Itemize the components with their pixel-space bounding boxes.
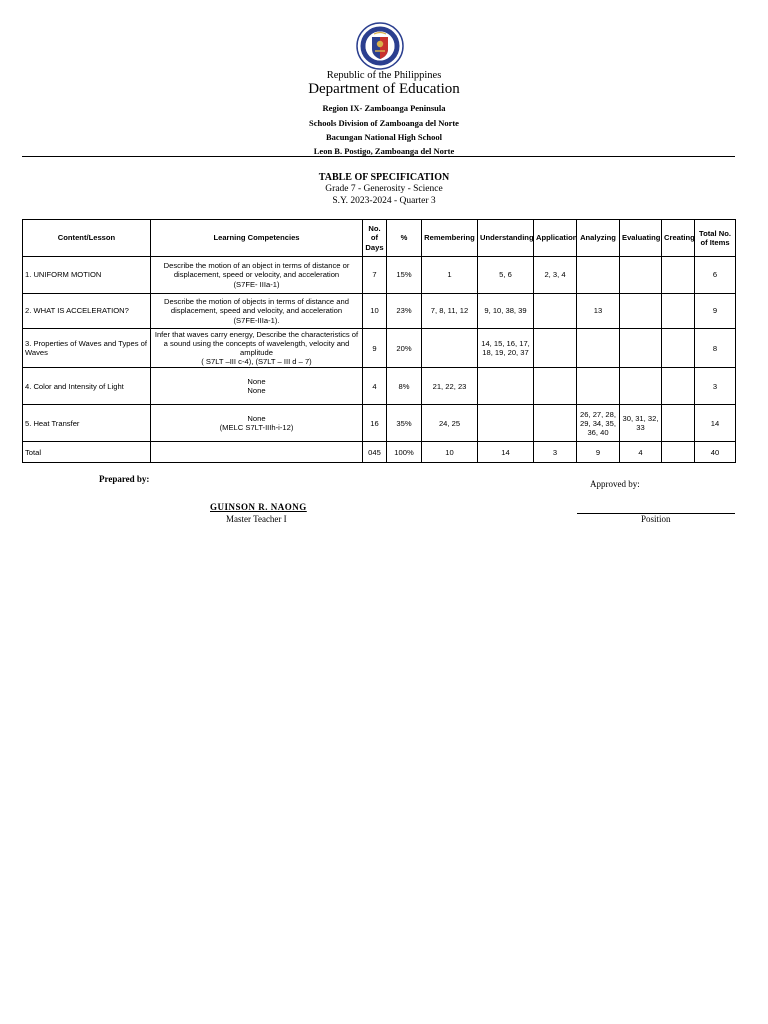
days-cell: 16 [363, 405, 387, 442]
remembering-cell: 1 [422, 257, 478, 294]
col-header: Creating [662, 220, 695, 257]
col-header: % [387, 220, 422, 257]
total-items-cell: 9 [695, 294, 736, 329]
days-cell: 7 [363, 257, 387, 294]
content-cell: 3. Properties of Waves and Types of Waves [23, 329, 151, 368]
competency-cell: None None [151, 368, 363, 405]
days-cell: 045 [363, 442, 387, 463]
document-title: TABLE OF SPECIFICATION [318, 172, 450, 183]
percent-cell: 35% [387, 405, 422, 442]
table-row [23, 405, 736, 442]
application-cell [534, 405, 577, 442]
total-items-cell: 6 [695, 257, 736, 294]
competency-cell: Describe the motion of objects in terms of distance and displacement, speed and velocity, and acceleration (S7FE-IIIa-1). [151, 294, 363, 329]
creating-cell [662, 368, 695, 405]
understanding-cell: 14, 15, 16, 17, 18, 19, 20, 37 [478, 329, 534, 368]
percent-cell: 23% [387, 294, 422, 329]
remembering-cell: 24, 25 [422, 405, 478, 442]
application-cell [534, 368, 577, 405]
department-name: Department of Education [308, 81, 460, 97]
col-header: Understanding [478, 220, 534, 257]
total-items-cell: 3 [695, 368, 736, 405]
col-header: Learning Competencies [151, 220, 363, 257]
understanding-cell: 9, 10, 38, 39 [478, 294, 534, 329]
creating-cell [662, 294, 695, 329]
table-total-row [23, 442, 736, 463]
table-row [23, 329, 736, 368]
deped-seal-icon [356, 22, 404, 70]
competency-cell: Describe the motion of an object in terms of distance or displacement, speed or velocity, and acceleration (S7FE- IIIa-1) [151, 257, 363, 294]
specification-table [22, 219, 736, 463]
content-cell: 5. Heat Transfer [23, 405, 151, 442]
creating-cell [662, 329, 695, 368]
analyzing-cell: 9 [577, 442, 620, 463]
content-cell: 4. Color and Intensity of Light [23, 368, 151, 405]
evaluating-cell [620, 294, 662, 329]
school-year-line: S.Y. 2023-2024 - Quarter 3 [332, 196, 436, 206]
percent-cell: 20% [387, 329, 422, 368]
col-header: Evaluating [620, 220, 662, 257]
col-header: Remembering [422, 220, 478, 257]
total-items-cell: 8 [695, 329, 736, 368]
evaluating-cell: 30, 31, 32, 33 [620, 405, 662, 442]
header-divider [22, 156, 735, 157]
understanding-cell: 14 [478, 442, 534, 463]
creating-cell [662, 257, 695, 294]
approver-position-label: Position [641, 514, 671, 524]
evaluating-cell [620, 368, 662, 405]
evaluating-cell [620, 257, 662, 294]
remembering-cell [422, 329, 478, 368]
col-header: Total No. of Items [695, 220, 736, 257]
competency-cell: None (MELC S7LT-IIIh-i-12) [151, 405, 363, 442]
application-cell: 3 [534, 442, 577, 463]
total-items-cell: 14 [695, 405, 736, 442]
grade-line: Grade 7 - Generosity - Science [325, 184, 443, 194]
col-header: Application [534, 220, 577, 257]
col-header: Analyzing [577, 220, 620, 257]
understanding-cell: 5, 6 [478, 257, 534, 294]
evaluating-cell: 4 [620, 442, 662, 463]
table-row [23, 257, 736, 294]
analyzing-cell [577, 257, 620, 294]
percent-cell: 100% [387, 442, 422, 463]
prepared-by-label: Prepared by: [99, 474, 150, 484]
school-line: Bacungan National High School [326, 132, 442, 142]
preparer-name: GUINSON R. NAONG [210, 502, 307, 512]
col-header: No. of Days [363, 220, 387, 257]
table-row [23, 294, 736, 329]
republic-line: Republic of the Philippines [326, 70, 442, 81]
table-header-row [23, 220, 736, 257]
remembering-cell: 7, 8, 11, 12 [422, 294, 478, 329]
application-cell [534, 329, 577, 368]
table-row [23, 368, 736, 405]
analyzing-cell: 26, 27, 28, 29, 34, 35, 36, 40 [577, 405, 620, 442]
analyzing-cell: 13 [577, 294, 620, 329]
content-cell: 1. UNIFORM MOTION [23, 257, 151, 294]
application-cell [534, 294, 577, 329]
content-cell: 2. WHAT IS ACCELERATION? [23, 294, 151, 329]
percent-cell: 15% [387, 257, 422, 294]
total-items-cell: 40 [695, 442, 736, 463]
understanding-cell [478, 368, 534, 405]
division-line: Schools Division of Zamboanga del Norte [309, 118, 459, 128]
creating-cell [662, 442, 695, 463]
analyzing-cell [577, 329, 620, 368]
days-cell: 9 [363, 329, 387, 368]
application-cell: 2, 3, 4 [534, 257, 577, 294]
days-cell: 10 [363, 294, 387, 329]
region-line: Region IX- Zamboanga Peninsula [322, 103, 446, 113]
competency-cell [151, 442, 363, 463]
remembering-cell: 21, 22, 23 [422, 368, 478, 405]
creating-cell [662, 405, 695, 442]
content-cell: Total [23, 442, 151, 463]
analyzing-cell [577, 368, 620, 405]
evaluating-cell [620, 329, 662, 368]
understanding-cell [478, 405, 534, 442]
days-cell: 4 [363, 368, 387, 405]
competency-cell: Infer that waves carry energy, Describe the characteristics of a sound using the concepts of wavelength, velocity and amplitude ( S7LT –III c-4), (S7LT – III d – 7) [151, 329, 363, 368]
remembering-cell: 10 [422, 442, 478, 463]
approved-by-label: Approved by: [590, 479, 640, 489]
location-line: Leon B. Postigo, Zamboanga del Norte [313, 146, 455, 156]
preparer-position: Master Teacher I [226, 514, 287, 524]
col-header: Content/Lesson [23, 220, 151, 257]
percent-cell: 8% [387, 368, 422, 405]
